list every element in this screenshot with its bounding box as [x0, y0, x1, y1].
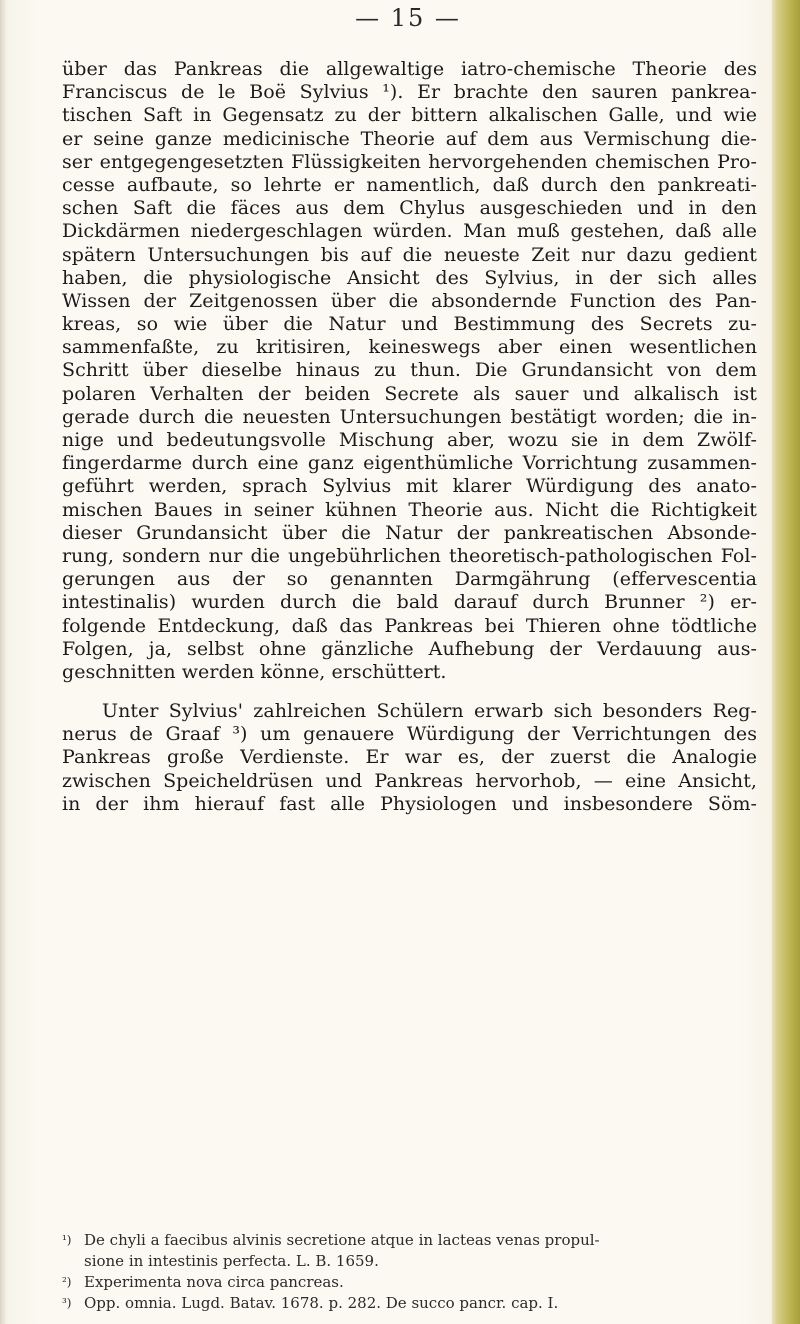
text-line: Dickdärmen niedergeschlagen würden. Man muß gestehen, daß alle	[62, 220, 757, 243]
text-line: intestinalis) wurden durch die bald darauf durch Brunner ²) er-	[62, 591, 757, 614]
text-line: in der ihm hierauf fast alle Physiologen und insbesondere Söm-	[62, 792, 757, 815]
text-line: polaren Verhalten der beiden Secrete als sauer und alkalisch ist	[62, 382, 757, 405]
text-line: geschnitten werden könne, erschüttert.	[62, 660, 447, 683]
text-line: haben, die physiologische Ansicht des Sylvius, in der sich alles	[62, 266, 757, 289]
footnote-mark: ²)	[62, 1275, 72, 1289]
text-line: dieser Grundansicht über die Natur der pankreatischen Absonde-	[62, 521, 757, 544]
paragraph-2	[62, 700, 757, 816]
footnote-1-continuation: sione in intestinis perfecta. L. B. 1659.	[84, 1252, 379, 1270]
text-line: Franciscus de le Boë Sylvius ¹). Er brachte den sauren pankrea-	[62, 81, 757, 104]
text-line: Pankreas große Verdienste. Er war es, der zuerst die Analogie	[62, 746, 757, 769]
text-line: nerus de Graaf ³) um genauere Würdigung der Verrichtungen des	[62, 723, 757, 746]
page-left-edge	[0, 0, 6, 1324]
text-line: Schritt über dieselbe hinaus zu thun. Die Grundansicht von dem	[62, 359, 757, 382]
footnotes	[62, 1230, 757, 1314]
text-line: fingerdarme durch eine ganz eigenthümliche Vorrichtung zusammen-	[62, 452, 757, 475]
text-line: cesse aufbaute, so lehrte er namentlich, daß durch den pankreati-	[62, 173, 757, 196]
text-line: spätern Untersuchungen bis auf die neueste Zeit nur dazu gedient	[62, 243, 757, 266]
text-line: zwischen Speicheldrüsen und Pankreas hervorhob, — eine Ansicht,	[62, 769, 757, 792]
footnote-2	[62, 1272, 757, 1293]
text-line: Folgen, ja, selbst ohne gänzliche Aufhebung der Verdauung aus-	[62, 637, 757, 660]
footnote-mark: ³)	[62, 1296, 72, 1310]
footnote-text: Experimenta nova circa pancreas.	[84, 1273, 344, 1291]
book-spine-edge	[772, 0, 800, 1324]
paragraph-gap	[62, 684, 757, 700]
text-line: sammenfaßte, zu kritisiren, keineswegs aber einen wesentlichen	[62, 336, 757, 359]
text-line: gerungen aus der so genannten Darmgährung (effervescentia	[62, 568, 757, 591]
footnote-text: Opp. omnia. Lugd. Batav. 1678. p. 282. De succo pancr. cap. I.	[84, 1294, 559, 1312]
body-text	[62, 58, 757, 816]
footnote-1	[62, 1230, 757, 1251]
text-line: schen Saft die fäces aus dem Chylus ausgeschieden und in den	[62, 197, 757, 220]
paragraph-1	[62, 58, 757, 684]
text-line: Unter Sylvius' zahlreichen Schülern erwarb sich besonders Reg-	[102, 700, 757, 723]
text-line: nige und bedeutungsvolle Mischung aber, wozu sie in dem Zwölf-	[62, 429, 757, 451]
footnote-text: De chyli a faecibus alvinis secretione atque in lacteas venas propul-	[84, 1231, 600, 1249]
text-line: mischen Baues in seiner kühnen Theorie aus. Nicht die Richtigkeit	[62, 498, 757, 521]
footnote-3	[62, 1293, 757, 1314]
text-line: tischen Saft in Gegensatz zu der bittern alkalischen Galle, und wie	[62, 104, 757, 127]
page-number: — 15 —	[355, 4, 461, 32]
text-line: rung, sondern nur die ungebührlichen theoretisch-pathologischen Fol-	[62, 544, 757, 567]
text-line: geführt werden, sprach Sylvius mit klarer Würdigung des anato-	[62, 475, 757, 498]
text-line: er seine ganze medicinische Theorie auf dem aus Vermischung die-	[62, 127, 757, 150]
text-line: ser entgegengesetzten Flüssigkeiten hervorgehenden chemischen Pro-	[62, 150, 757, 173]
footnote-mark: ¹)	[62, 1233, 72, 1247]
text-line: über das Pankreas die allgewaltige iatro-chemische Theorie des	[62, 58, 757, 80]
text-line: folgende Entdeckung, daß das Pankreas bei Thieren ohne tödtliche	[62, 614, 757, 637]
text-line: kreas, so wie über die Natur und Bestimmung des Secrets zu-	[62, 313, 757, 336]
text-line: gerade durch die neuesten Untersuchungen bestätigt worden; die in-	[62, 405, 757, 428]
text-line: Wissen der Zeitgenossen über die absondernde Function des Pan-	[62, 289, 757, 312]
